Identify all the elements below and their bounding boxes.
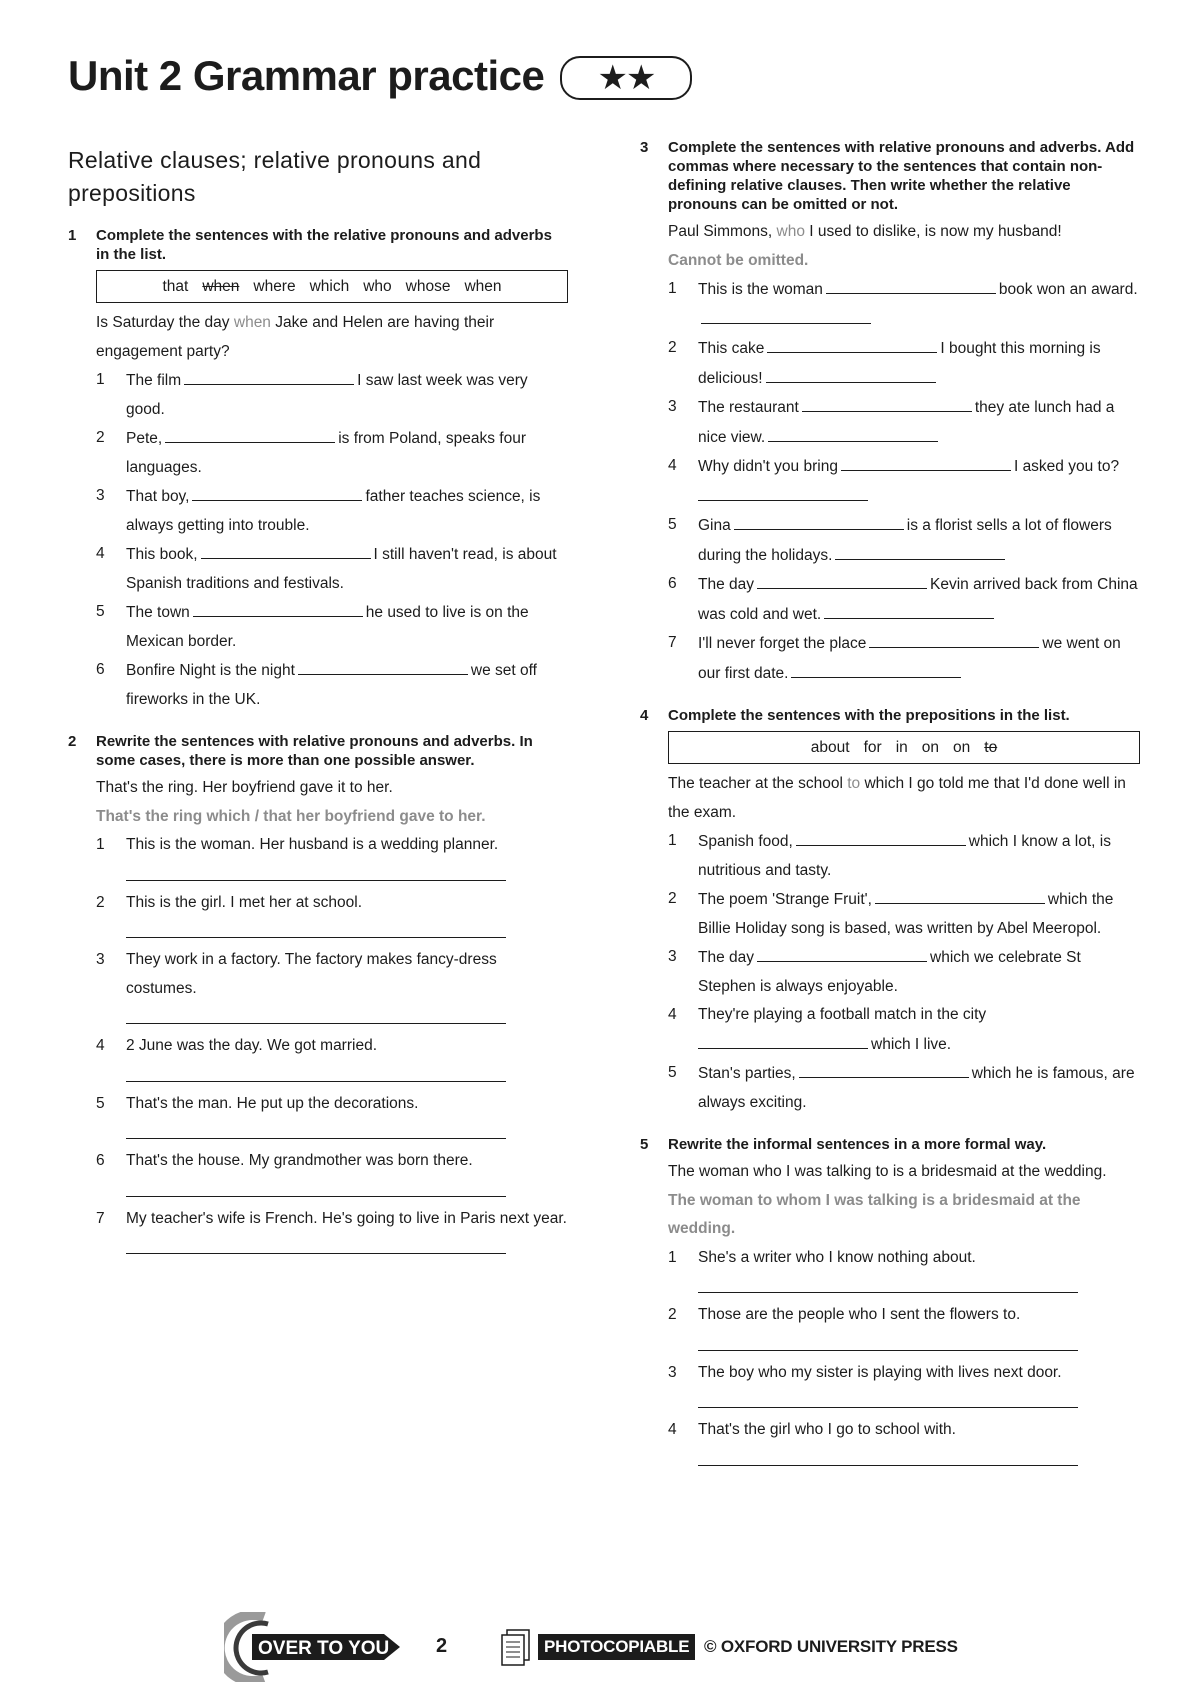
question-item (96, 656, 568, 714)
item-text: The day (698, 576, 755, 593)
item-number: 4 (96, 1037, 105, 1054)
omit-answer-blank[interactable] (791, 659, 961, 678)
exercise-5-instruction (640, 1135, 1140, 1154)
item-text: The poem 'Strange Fruit', (698, 891, 872, 908)
item-text: is from Poland, speaks four languages. (126, 430, 527, 476)
word-item: which (309, 278, 350, 295)
item-text: This is the woman. Her husband is a wedding planner. (126, 836, 499, 853)
answer-blank[interactable] (165, 424, 335, 443)
photocopiable-label: PHOTOCOPIABLE (538, 1634, 695, 1660)
question-item (668, 511, 1140, 570)
question-item (668, 393, 1140, 452)
omit-answer-blank[interactable] (824, 600, 994, 619)
answer-blank[interactable] (796, 827, 966, 846)
item-number: 3 (96, 487, 105, 504)
example-answer: to (847, 775, 861, 792)
word-item: in (895, 739, 908, 756)
question-item (96, 1090, 568, 1119)
word-item: on (921, 739, 940, 756)
logo-text: OVER TO YOU (258, 1638, 390, 1659)
example-sentence (96, 309, 568, 366)
answer-line[interactable] (126, 1005, 506, 1024)
answer-blank[interactable] (799, 1059, 969, 1078)
question-item (96, 540, 568, 598)
page-title: Unit 2 Grammar practice (68, 52, 545, 99)
item-text: we set off fireworks in the UK. (126, 662, 537, 708)
item-number: 6 (668, 575, 677, 592)
exercise-number: 1 (68, 227, 77, 244)
item-number: 3 (96, 951, 105, 968)
instruction-text: Complete the sentences with the relative pronouns and adverbs in the list. (96, 227, 552, 263)
answer-line[interactable] (126, 862, 506, 881)
item-text: That's the man. He put up the decorations. (126, 1094, 419, 1112)
question-item (96, 889, 568, 918)
word-item-used: when (202, 278, 240, 295)
item-text: father teaches science, is always getting into trouble. (126, 488, 541, 534)
photocopy-icon (498, 1628, 532, 1668)
item-text: I saw last week was very good. (126, 372, 528, 418)
answer-blank[interactable] (192, 482, 362, 501)
question-item (668, 1244, 1140, 1273)
item-number: 2 (96, 429, 105, 446)
word-item: whose (405, 278, 451, 295)
word-item: on (953, 739, 971, 756)
item-number: 1 (96, 371, 105, 388)
item-text: Pete, (126, 430, 163, 447)
item-text: he used to live is on the Mexican border. (126, 604, 529, 650)
item-text: I'll never forget the place (698, 635, 867, 652)
example-answer: who (776, 223, 805, 240)
item-text: I still haven't read, is about Spanish traditions and festivals. (126, 546, 557, 592)
omit-answer-blank[interactable] (768, 423, 938, 442)
item-number: 2 (96, 893, 105, 911)
item-number: 3 (668, 948, 677, 965)
answer-blank[interactable] (298, 656, 468, 675)
item-text: Gina (698, 517, 731, 534)
item-number: 7 (96, 1209, 105, 1227)
item-text: which I know a lot, is nutritious and tasty. (698, 833, 1111, 879)
answer-line[interactable] (126, 1120, 506, 1139)
answer-blank[interactable] (841, 452, 1011, 471)
item-number: 4 (668, 1421, 677, 1438)
item-text: Stan's parties, (698, 1065, 796, 1082)
example-answer: The woman to whom I was talking is a bridesmaid at the wedding. (668, 1191, 1081, 1237)
item-text: This is the girl. I met her at school. (126, 893, 363, 911)
instruction-text: Rewrite the sentences with relative pronouns and adverbs. In some cases, there is more than one possible answer. (96, 733, 533, 769)
item-number: 2 (668, 339, 677, 356)
answer-line[interactable] (698, 1332, 1078, 1351)
item-text: Those are the people who I sent the flowers to. (698, 1306, 1021, 1323)
left-column (68, 138, 568, 1272)
item-text: we went on our first date. (698, 635, 1121, 682)
right-column (640, 138, 1140, 1484)
answer-line[interactable] (698, 1274, 1078, 1293)
exercise-2-instruction (68, 732, 568, 770)
question-item (668, 570, 1140, 629)
answer-line[interactable] (698, 1447, 1078, 1466)
question-item (668, 1359, 1140, 1388)
item-text: The boy who my sister is playing with lives next door. (698, 1363, 1062, 1381)
omit-answer-blank[interactable] (701, 305, 871, 324)
answer-blank[interactable] (826, 275, 996, 294)
exercise-number: 5 (640, 1136, 649, 1153)
example-text: Paul Simmons, (668, 223, 773, 240)
example-text: which I go told me that I'd done well in the exam. (668, 775, 1126, 821)
example-sentence: The woman who I was talking to is a bridesmaid at the wedding. (668, 1163, 1107, 1180)
item-number: 4 (668, 1006, 677, 1023)
item-number: 2 (668, 1306, 677, 1323)
question-item (668, 275, 1140, 334)
item-number: 5 (96, 603, 105, 620)
item-text: They're playing a football match in the city (698, 1006, 987, 1023)
item-text: This cake (698, 340, 765, 357)
item-text: I asked you to? (1013, 458, 1120, 475)
item-number: 4 (668, 457, 677, 474)
example-sentence (668, 218, 1140, 247)
item-number: 3 (668, 398, 677, 415)
word-list-box (96, 270, 568, 303)
answer-line[interactable] (126, 919, 506, 938)
item-number: 6 (96, 1152, 105, 1169)
example-sentence: That's the ring. Her boyfriend gave it to her. (96, 779, 393, 796)
word-item: that (162, 278, 189, 295)
example-sentence (668, 770, 1140, 827)
item-text: The film (126, 372, 182, 389)
exercise-1-instruction (68, 226, 568, 264)
item-text: book won an award. (998, 281, 1138, 298)
exercise-2 (68, 732, 568, 1254)
section-heading: Relative clauses; relative pronouns and prepositions (68, 147, 482, 206)
item-number: 4 (96, 545, 105, 562)
answer-blank[interactable] (184, 366, 354, 385)
over-to-you-logo (224, 1612, 424, 1682)
question-item (668, 943, 1140, 1001)
answer-blank[interactable] (757, 570, 927, 589)
exercise-number: 3 (640, 139, 649, 156)
answer-line[interactable] (126, 1063, 506, 1082)
answer-blank[interactable] (802, 393, 972, 412)
item-number: 1 (668, 280, 677, 297)
instruction-text: Complete the sentences with the prepositions in the list. (668, 707, 1070, 724)
exercise-3 (640, 138, 1140, 688)
exercise-number: 4 (640, 707, 649, 724)
item-text: The day (698, 949, 755, 966)
word-item: where (253, 278, 296, 295)
word-item: for (863, 739, 882, 756)
question-item (668, 334, 1140, 393)
item-text: They work in a factory. The factory makes fancy-dress costumes. (126, 951, 497, 997)
answer-blank[interactable] (734, 511, 904, 530)
word-item: about (810, 739, 850, 756)
item-text: is a florist sells a lot of flowers during the holidays. (698, 517, 1112, 564)
question-item (96, 482, 568, 540)
item-text: which he is famous, are always exciting. (698, 1065, 1135, 1111)
item-number: 2 (668, 890, 677, 907)
copyright-bar (498, 1628, 1018, 1668)
item-text: Kevin arrived back from China was cold and wet. (698, 576, 1138, 623)
item-text: Bonfire Night is the night (126, 662, 295, 679)
answer-blank[interactable] (869, 629, 1039, 648)
question-item (668, 1059, 1140, 1117)
item-text: This is the woman (698, 281, 823, 298)
question-item (668, 1001, 1140, 1059)
answer-blank[interactable] (698, 1030, 868, 1049)
answer-blank[interactable] (875, 885, 1045, 904)
omit-answer-blank[interactable] (698, 482, 868, 501)
difficulty-stars-badge: ★★ (560, 56, 692, 100)
page-number: 2 (436, 1635, 448, 1657)
item-text: That's the house. My grandmother was born there. (126, 1152, 473, 1169)
answer-line[interactable] (126, 1178, 506, 1197)
exercise-5 (640, 1135, 1140, 1466)
publisher-copyright: © OXFORD UNIVERSITY PRESS (704, 1637, 958, 1656)
exercise-4-instruction (640, 706, 1140, 725)
item-number: 1 (668, 832, 677, 849)
example-text: Jake and Helen are having their engagement party? (96, 314, 495, 360)
item-text: which we celebrate St Stephen is always enjoyable. (698, 949, 1081, 995)
word-item-used: to (984, 739, 998, 756)
example-text: The teacher at the school (668, 775, 843, 792)
item-text: The town (126, 604, 190, 621)
question-item (96, 946, 568, 1003)
word-item: when (464, 278, 502, 295)
word-item: who (363, 278, 392, 295)
exercise-3-instruction (640, 138, 1140, 214)
item-text: The restaurant (698, 399, 799, 416)
answer-blank[interactable] (767, 334, 937, 353)
word-list-box (668, 731, 1140, 764)
example-text: Is Saturday the day (96, 314, 230, 331)
exercise-number: 2 (68, 733, 77, 750)
item-text: Why didn't you bring (698, 458, 838, 475)
question-item (96, 598, 568, 656)
item-text: That boy, (126, 488, 190, 505)
example-text: I used to dislike, is now my husband! (809, 223, 1062, 240)
item-number: 5 (668, 516, 677, 533)
answer-blank[interactable] (193, 598, 363, 617)
example-note: Cannot be omitted. (668, 251, 809, 269)
answer-line[interactable] (126, 1235, 506, 1254)
answer-blank[interactable] (757, 943, 927, 962)
item-number: 3 (668, 1363, 677, 1381)
question-item (96, 1032, 568, 1061)
item-number: 6 (96, 661, 105, 678)
instruction-text: Rewrite the informal sentences in a more formal way. (668, 1136, 1047, 1153)
item-number: 1 (668, 1248, 677, 1266)
item-text: She's a writer who I know nothing about. (698, 1248, 976, 1266)
item-number: 5 (96, 1094, 105, 1112)
exercise-1 (68, 226, 568, 714)
item-number: 7 (668, 634, 677, 651)
question-item (96, 831, 568, 860)
item-text: they ate lunch had a nice view. (698, 399, 1115, 446)
omit-answer-blank[interactable] (835, 541, 1005, 560)
item-text: I bought this morning is delicious! (698, 340, 1101, 387)
answer-blank[interactable] (201, 540, 371, 559)
question-item (668, 629, 1140, 688)
question-item (96, 1205, 568, 1234)
item-text: 2 June was the day. We got married. (126, 1037, 377, 1054)
item-text: Spanish food, (698, 833, 793, 850)
item-text: My teacher's wife is French. He's going to live in Paris next year. (126, 1209, 567, 1227)
question-item (96, 424, 568, 482)
question-item (668, 885, 1140, 943)
answer-line[interactable] (698, 1389, 1078, 1408)
item-text: That's the girl who I go to school with. (698, 1421, 956, 1438)
question-item (96, 1147, 568, 1176)
omit-answer-blank[interactable] (766, 364, 936, 383)
question-item (668, 1301, 1140, 1330)
item-text: which I live. (871, 1035, 952, 1053)
item-number: 1 (96, 836, 105, 853)
item-text: This book, (126, 546, 198, 563)
item-number: 5 (668, 1064, 677, 1081)
question-item (668, 452, 1140, 511)
item-text: which the Billie Holiday song is based, was written by Abel Meeropol. (698, 891, 1114, 937)
example-answer: That's the ring which / that her boyfriend gave to her. (96, 807, 486, 825)
example-answer: when (233, 314, 271, 331)
question-item (668, 827, 1140, 885)
instruction-text: Complete the sentences with relative pronouns and adverbs. Add commas where necessary to the sentences that contain non-defining relative clauses. Then write whether the relative pronouns can be omitted or not. (668, 139, 1135, 213)
exercise-4 (640, 706, 1140, 1117)
question-item (668, 1416, 1140, 1445)
question-item (96, 366, 568, 424)
